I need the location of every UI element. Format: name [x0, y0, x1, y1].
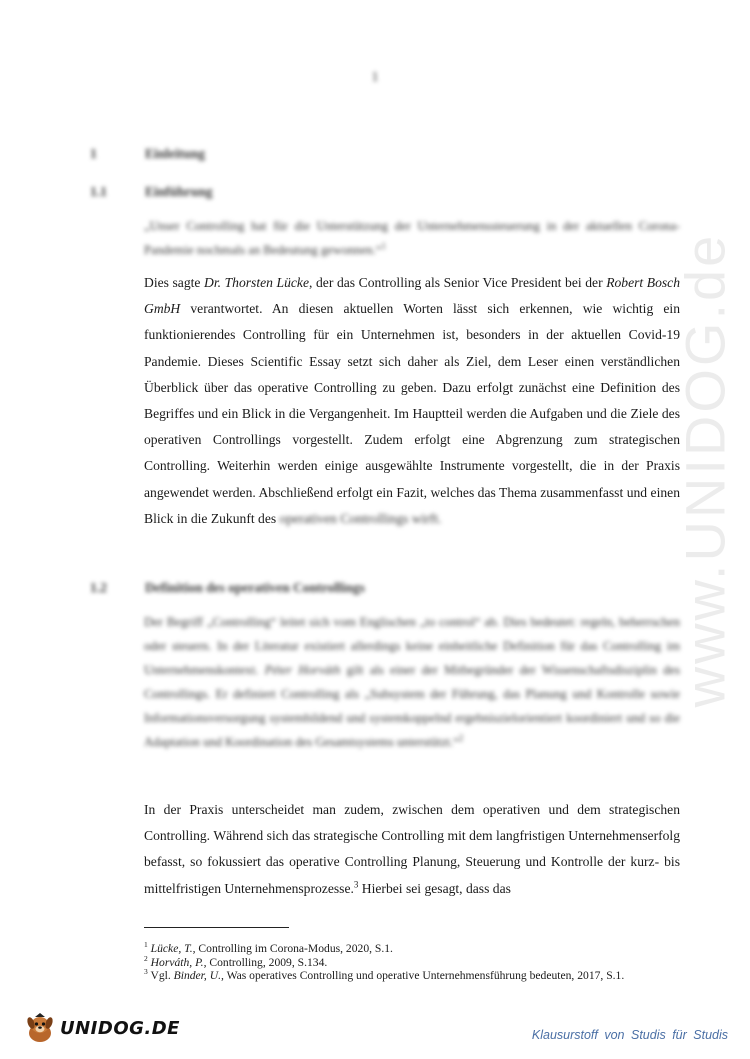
para-text: verantwortet. An diesen aktuellen Worten lässt sich erkennen, wie wichtig ein funktionierendes Controlling für ein Unternehmen ist, besonders in der aktuellen Covid-19 Pandemie. Dieses Scientific Essay setzt sich daher als Ziel, dem Leser einen verständlichen Überblick über das operative Controlling zu geben. Dazu erfolgt zunächst eine Definition des Begriffes und ein Blick in die Vergangenheit. Im Hauptteil werden die Aufgaben und die Ziele des operativen Controllings vorgestellt. Zudem erfolgt eine Abgrenzung zum strategischen Controlling. Weiterhin werden einige ausgewählte Instrumente vorgestellt, die in der Praxis angewendet werden. Abschließend erfolgt ein Fazit, welches das Thema zusammenfasst und einen Blick in die Zukunft des — [144, 301, 680, 526]
unidog-logo — [24, 1012, 180, 1044]
footnote-num: 2 — [144, 953, 148, 963]
watermark: www.UNIDOG.de — [673, 232, 737, 708]
footnotes — [144, 942, 704, 983]
page-number: 1 — [371, 70, 379, 85]
dog-mascot-icon — [24, 1012, 56, 1044]
company-name: Robert Bosch GmbH — [144, 275, 680, 317]
section-title: Einführung — [145, 184, 213, 199]
definition-paragraph — [144, 610, 680, 754]
footnote-divider — [144, 927, 289, 928]
footnote-ref: 2 — [458, 732, 464, 743]
footnote-num: 3 — [144, 967, 148, 977]
intro-paragraph — [144, 270, 680, 532]
para-text: gilt als einer der Mitbegründer der Wissenschaftsdisziplin des Controllings. Er definiert Controlling als „Subsystem der Führung, das Planung und Kontrolle sowie Informationsversorgung systembildend und systemkoppelnd ergebniszielorientiert koordiniert und so die Adaptation und Koordination des Gesamtsystems unterstützt.“ — [144, 663, 680, 749]
footnote-author: Horváth, P., — [150, 955, 207, 969]
logo-text: UNIDOG.DE — [60, 1017, 180, 1039]
para-text: Dies sagte — [144, 275, 205, 290]
intro-quote — [144, 214, 680, 262]
person-name: Dr. Thorsten Lücke — [204, 275, 310, 290]
heading-definition — [90, 580, 365, 596]
footnote-text: Controlling im Corona-Modus, 2020, S.1. — [195, 942, 393, 955]
footnote-ref: 3 — [353, 879, 359, 890]
para-text: , der das Controlling als Senior Vice President bei der — [309, 275, 607, 290]
footnote-author: Binder, U., — [173, 969, 224, 982]
section-number: 1.1 — [90, 184, 107, 199]
footnote-prefix: Vgl. — [150, 969, 174, 982]
para-text-blurred: operativen Controllings wirft. — [279, 510, 442, 526]
section-number: 1.2 — [90, 580, 107, 595]
footnote-ref: 1 — [381, 240, 386, 251]
footnote-author: Lücke, T., — [150, 942, 196, 955]
section-number: 1 — [90, 146, 97, 161]
heading-einleitung — [90, 146, 205, 162]
footnote-1 — [144, 942, 704, 956]
practice-paragraph — [144, 797, 680, 902]
tagline: Klausurstoff von Studis für Studis — [531, 1028, 728, 1042]
section-title: Definition des operativen Controllings — [145, 580, 365, 595]
footnote-3 — [144, 969, 704, 983]
quote-text: „Unser Controlling hat für die Unterstützung der Unternehmenssteuerung in der aktuellen Corona-Pandemie nochmals an Bedeutung gewonnen.“ — [144, 219, 680, 257]
person-name: Péter Horváth — [264, 663, 341, 677]
footnote-num: 1 — [144, 940, 148, 950]
para-text: Der Begriff „Controlling“ leitet sich vom Englischen „to control“ ab. Dies bedeutet: regeln, beherrschen oder steuern. In der Literatur existiert allerdings keine einheitliche Definition für das Controlling im Unternehmenskontext. — [144, 615, 680, 677]
para-text: Hierbei sei gesagt, dass das — [358, 880, 511, 896]
footnote-text: Was operatives Controlling und operative Unternehmensführung bedeuten, 2017, S.1. — [223, 969, 625, 982]
footnote-text: Controlling, 2009, S.134. — [206, 955, 328, 969]
footnote-2 — [144, 953, 704, 970]
heading-einfuehrung — [90, 184, 213, 200]
section-title: Einleitung — [145, 146, 206, 161]
para-text: In der Praxis unterscheidet man zudem, zwischen dem operativen und dem strategischen Controlling. Während sich das strategische Controlling mit dem langfristigen Unternehmenserfolg befasst, so fokussiert das operative Controlling Planung, Steuerung und Kontrolle der kurz- bis mittelfristigen Unternehmensprozesse. — [144, 802, 680, 896]
